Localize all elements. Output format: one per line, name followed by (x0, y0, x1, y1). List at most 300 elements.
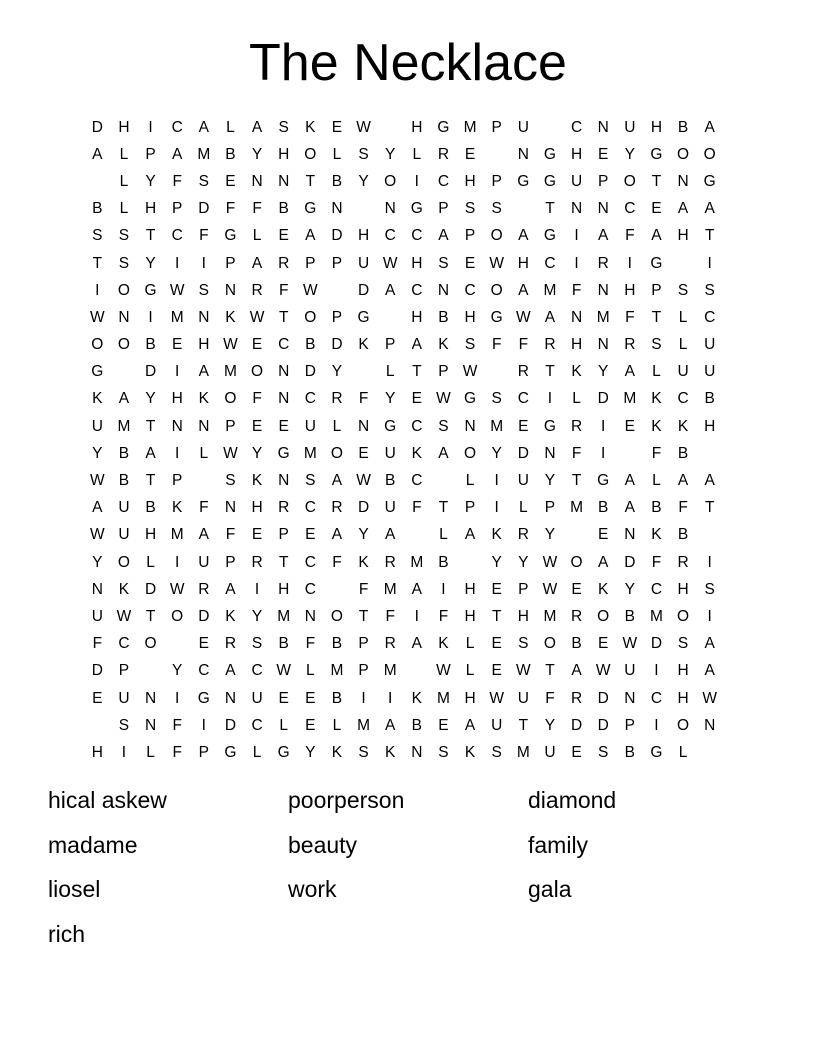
grid-letter: D (198, 200, 210, 218)
grid-letter: N (357, 417, 370, 435)
grid-letter: C (304, 553, 316, 571)
grid-letter: P (278, 526, 289, 544)
grid-row (84, 495, 723, 522)
grid-letter: N (278, 172, 290, 190)
grid-letter: U (491, 716, 503, 734)
grid-letter: D (91, 662, 103, 680)
grid-letter: I (654, 662, 659, 680)
grid-letter: T (518, 716, 529, 734)
grid-letter: M (649, 607, 663, 625)
grid-row (84, 386, 723, 413)
grid-row (84, 304, 723, 331)
grid-letter: O (251, 363, 264, 381)
grid-letter: G (543, 172, 556, 190)
grid-letter: C (677, 390, 689, 408)
grid-letter: G (543, 417, 556, 435)
grid-letter: I (627, 254, 632, 272)
grid-letter (84, 717, 111, 735)
grid-letter: B (571, 635, 582, 653)
grid-letter: I (547, 390, 553, 408)
grid-letter: A (464, 526, 476, 544)
grid-letter: G (543, 227, 556, 245)
grid-letter: L (465, 635, 475, 653)
grid-letter: M (170, 308, 184, 326)
grid-letter: R (331, 390, 343, 408)
grid-letter: A (331, 526, 343, 544)
grid-letter: A (145, 444, 156, 462)
grid-letter: N (278, 363, 290, 381)
grid-letter: M (463, 118, 477, 136)
grid-letter: Y (385, 145, 396, 163)
grid-letter: B (145, 336, 156, 354)
grid-letter: E (571, 743, 582, 761)
grid-letter: Y (251, 444, 263, 462)
grid-letter: U (118, 689, 130, 707)
grid-letter: N (464, 417, 476, 435)
grid-letter (377, 309, 404, 327)
grid-letter: O (384, 172, 397, 190)
grid-letter: I (201, 254, 206, 272)
grid-letter: T (145, 607, 156, 625)
grid-letter: P (225, 254, 236, 272)
grid-letter: I (254, 580, 260, 598)
grid-row (84, 576, 723, 603)
grid-letter: K (92, 390, 103, 408)
grid-letter: S (491, 743, 502, 761)
grid-letter: A (571, 662, 582, 680)
word-list-item: beauty (288, 831, 358, 858)
grid-letter: K (411, 689, 422, 707)
grid-letter: R (570, 689, 583, 707)
grid-letter: K (358, 553, 369, 571)
grid-letter: T (145, 472, 156, 490)
grid-letter: O (677, 607, 690, 625)
grid-letter: S (491, 200, 502, 218)
grid-letter: A (251, 118, 263, 136)
grid-letter: H (411, 254, 423, 272)
grid-letter: F (571, 281, 582, 299)
grid-letter: U (357, 254, 370, 272)
grid-letter: K (438, 635, 449, 653)
grid-letter (670, 255, 697, 273)
grid-letter: W (169, 281, 185, 299)
grid-row (84, 712, 723, 739)
grid-letter: K (225, 308, 236, 326)
grid-row (84, 467, 723, 494)
grid-letter: M (410, 553, 424, 571)
grid-letter: I (601, 417, 606, 435)
grid-letter: U (677, 363, 689, 381)
grid-letter: T (545, 200, 555, 218)
grid-letter: N (91, 580, 103, 598)
grid-letter: K (411, 444, 422, 462)
grid-letter: B (385, 472, 396, 490)
grid-letter: S (118, 254, 130, 272)
grid-letter: Y (544, 716, 556, 734)
grid-letter: L (678, 336, 688, 354)
grid-letter: E (198, 635, 209, 653)
grid-letter: T (278, 553, 289, 571)
grid-letter: K (438, 336, 449, 354)
grid-letter: G (703, 172, 716, 190)
grid-letter: E (251, 417, 263, 435)
grid-letter: Y (491, 444, 502, 462)
grid-letter: Y (544, 526, 556, 544)
grid-letter: Y (385, 390, 396, 408)
grid-letter: I (148, 118, 153, 136)
grid-letter (404, 526, 431, 544)
grid-letter: R (278, 499, 290, 517)
grid-letter: I (494, 472, 499, 490)
grid-letter: A (331, 472, 343, 490)
grid-letter: B (331, 689, 343, 707)
grid-letter: Y (358, 172, 369, 190)
grid-letter: F (518, 336, 529, 354)
grid-letter: K (118, 580, 130, 598)
grid-letter: G (650, 743, 663, 761)
grid-letter: A (704, 662, 715, 680)
grid-letter: T (545, 662, 555, 680)
word-list-item: hical askew (48, 787, 167, 813)
grid-letter: S (118, 227, 130, 245)
grid-letter: A (225, 580, 236, 598)
grid-letter: T (145, 227, 156, 245)
grid-letter: G (437, 118, 450, 136)
grid-letter: D (91, 118, 103, 136)
grid-letter: T (358, 607, 369, 625)
grid-letter: F (438, 607, 449, 625)
grid-letter: G (543, 145, 556, 163)
grid-letter: U (91, 417, 103, 435)
grid-letter: U (704, 363, 716, 381)
word-list-item: rich (48, 920, 86, 947)
grid-letter (617, 445, 644, 463)
grid-letter: G (277, 743, 290, 761)
grid-letter: H (570, 145, 583, 163)
grid-letter: L (519, 499, 528, 517)
grid-letter: N (224, 281, 237, 299)
grid-letter: F (225, 526, 236, 544)
grid-letter: F (491, 336, 502, 354)
grid-letter: H (517, 607, 529, 625)
grid-letter: B (118, 472, 130, 490)
grid-letter: T (412, 363, 422, 381)
grid-letter: U (624, 662, 636, 680)
grid-letter: M (383, 580, 397, 598)
grid-letter: U (624, 118, 636, 136)
grid-letter: Y (624, 145, 635, 163)
grid-letter: E (464, 254, 476, 272)
grid-letter: G (224, 743, 237, 761)
grid-letter: H (704, 417, 716, 435)
grid-letter: E (491, 580, 502, 598)
grid-letter: A (438, 227, 449, 245)
grid-letter: A (385, 716, 396, 734)
grid-letter: S (438, 254, 449, 272)
grid-letter: P (225, 553, 236, 571)
grid-letter: R (624, 336, 636, 354)
grid-letter: L (199, 444, 209, 462)
grid-letter: S (358, 145, 369, 163)
grid-letter: E (598, 635, 609, 653)
grid-letter: O (224, 390, 237, 408)
grid-letter: S (491, 390, 502, 408)
grid-letter: B (651, 499, 662, 517)
grid-row (84, 277, 723, 304)
grid-letter: N (224, 499, 237, 517)
grid-letter: A (651, 227, 662, 245)
grid-letter: N (171, 417, 183, 435)
grid-letter: I (494, 499, 499, 517)
grid-letter: N (251, 172, 263, 190)
grid-letter: W (223, 444, 238, 462)
grid-letter: N (437, 281, 450, 299)
grid-letter: K (225, 607, 236, 625)
grid-letter: W (302, 281, 318, 299)
grid-letter: U (517, 472, 529, 490)
grid-letter: O (171, 607, 184, 625)
grid-letter: G (357, 308, 370, 326)
grid-letter: D (144, 363, 157, 381)
grid-letter: P (651, 281, 662, 299)
grid-letter: W (542, 580, 558, 598)
grid-row (84, 658, 723, 685)
grid-letter: D (597, 716, 609, 734)
grid-letter: P (518, 580, 529, 598)
grid-letter: E (278, 689, 289, 707)
grid-letter: C (251, 662, 263, 680)
grid-row (84, 549, 723, 576)
grid-letter: P (438, 363, 449, 381)
grid-letter: K (251, 472, 263, 490)
grid-letter: B (118, 444, 130, 462)
grid-letter: N (704, 716, 716, 734)
grid-letter: Y (145, 254, 156, 272)
grid-letter: H (464, 607, 476, 625)
grid-letter: N (544, 444, 556, 462)
grid-letter: I (361, 689, 366, 707)
grid-letter: Y (251, 145, 263, 163)
word-list-item: liosel (48, 876, 101, 902)
grid-letter: C (704, 308, 716, 326)
grid-letter: W (595, 662, 611, 680)
grid-letter: H (464, 580, 476, 598)
grid-letter: P (598, 172, 609, 190)
grid-letter: A (624, 499, 635, 517)
grid-letter: C (517, 390, 529, 408)
grid-letter: Y (145, 172, 156, 190)
grid-letter: R (384, 553, 396, 571)
grid-letter: A (385, 281, 396, 299)
grid-letter: F (358, 390, 369, 408)
grid-letter: L (119, 172, 129, 190)
grid-letter: T (92, 254, 103, 272)
grid-letter: N (624, 689, 636, 707)
grid-letter: K (358, 336, 369, 354)
grid-letter: M (357, 716, 371, 734)
grid-letter: M (543, 281, 557, 299)
grid-letter: F (678, 499, 688, 517)
grid-letter: C (411, 417, 423, 435)
grid-letter: O (304, 145, 317, 163)
grid-letter: W (436, 390, 451, 408)
grid-letter: N (597, 118, 609, 136)
grid-letter: G (197, 689, 210, 707)
grid-letter (457, 554, 484, 572)
grid-letter: A (251, 254, 263, 272)
grid-letter: I (707, 553, 712, 571)
grid-letter: A (518, 227, 529, 245)
grid-letter: W (515, 308, 531, 326)
grid-letter: W (382, 254, 398, 272)
grid-letter: K (331, 743, 343, 761)
grid-letter: R (251, 281, 263, 299)
grid-letter: I (441, 580, 446, 598)
grid-letter: T (571, 472, 582, 490)
grid-letter: R (224, 635, 237, 653)
grid-letter: S (677, 281, 689, 299)
word-list-item: gala (528, 876, 572, 902)
grid-letter: O (464, 444, 477, 462)
grid-letter: U (384, 499, 396, 517)
grid-letter: M (170, 526, 184, 544)
grid-letter: A (518, 281, 529, 299)
grid-letter: G (91, 363, 104, 381)
grid-letter: P (464, 499, 476, 517)
grid-row (84, 603, 723, 630)
grid-letter: E (305, 526, 316, 544)
grid-letter: U (118, 526, 130, 544)
grid-letter: T (704, 499, 715, 517)
grid-letter: P (145, 145, 156, 163)
grid-letter: M (596, 308, 610, 326)
grid-letter: A (411, 580, 422, 598)
grid-letter: A (198, 118, 209, 136)
grid-row (84, 359, 723, 386)
grid-letter: I (388, 689, 393, 707)
grid-letter: R (331, 499, 343, 517)
grid-letter: T (305, 172, 316, 190)
grid-letter (537, 119, 564, 137)
grid-letter: H (357, 227, 370, 245)
grid-letter: M (303, 444, 317, 462)
grid-letter: S (358, 743, 369, 761)
grid-letter: H (278, 145, 290, 163)
grid-letter: H (411, 118, 423, 136)
grid-letter: E (464, 145, 476, 163)
grid-letter: U (704, 336, 716, 354)
grid-letter: H (118, 118, 130, 136)
grid-letter: F (199, 499, 209, 517)
grid-letter: S (92, 227, 103, 245)
grid-letter: Y (92, 553, 103, 571)
grid-letter: S (464, 200, 476, 218)
grid-letter: K (491, 526, 502, 544)
grid-letter: S (438, 417, 449, 435)
grid-letter: A (172, 145, 183, 163)
grid-letter: H (464, 172, 476, 190)
grid-letter: A (198, 363, 209, 381)
grid-letter: M (490, 417, 504, 435)
grid-letter: S (278, 118, 289, 136)
grid-letter: E (571, 580, 582, 598)
grid-letter: P (358, 635, 369, 653)
grid-letter: B (624, 607, 635, 625)
grid-letter: N (570, 200, 583, 218)
grid-letter: F (252, 200, 262, 218)
grid-letter: Y (305, 743, 316, 761)
grid-letter: D (357, 281, 370, 299)
grid-letter: E (305, 689, 316, 707)
grid-letter: W (223, 336, 238, 354)
grid-letter: N (278, 472, 290, 490)
grid-letter: O (677, 716, 690, 734)
grid-row (84, 332, 723, 359)
grid-letter: F (545, 689, 555, 707)
grid-letter: E (251, 336, 263, 354)
grid-letter: E (305, 716, 316, 734)
grid-letter: P (624, 716, 635, 734)
grid-letter: C (384, 227, 396, 245)
grid-row (84, 739, 723, 766)
grid-letter: Y (145, 390, 156, 408)
grid-letter: R (597, 254, 609, 272)
grid-letter: I (175, 444, 180, 462)
grid-letter: O (490, 281, 503, 299)
grid-letter: N (384, 200, 396, 218)
word-list-item: work (288, 876, 337, 902)
word-list-item: poorperson (288, 787, 405, 813)
grid-letter: N (331, 200, 343, 218)
grid-letter: I (574, 227, 579, 245)
grid-letter: H (144, 526, 157, 544)
grid-letter: A (704, 200, 715, 218)
grid-letter: S (704, 580, 715, 598)
grid-letter: K (385, 743, 396, 761)
grid-letter: B (225, 145, 236, 163)
grid-letter (350, 200, 377, 218)
grid-letter: N (677, 172, 689, 190)
grid-letter: M (223, 363, 237, 381)
grid-letter: T (651, 308, 662, 326)
grid-letter: M (117, 417, 131, 435)
grid-letter: W (89, 472, 105, 490)
grid-letter: T (438, 499, 449, 517)
grid-letter: W (515, 662, 531, 680)
grid-letter: T (545, 363, 555, 381)
grid-letter: A (198, 526, 209, 544)
grid-letter: E (411, 390, 422, 408)
grid-letter: L (332, 417, 342, 435)
grid-letter: H (278, 580, 290, 598)
grid-letter: L (252, 227, 262, 245)
grid-letter: F (172, 716, 182, 734)
grid-row (84, 413, 723, 440)
grid-letter: G (144, 281, 157, 299)
grid-row (84, 141, 723, 168)
grid-letter: O (677, 145, 690, 163)
grid-letter: L (146, 743, 155, 761)
grid-letter: S (118, 716, 130, 734)
grid-letter: A (624, 363, 635, 381)
grid-letter: R (384, 635, 396, 653)
grid-letter: P (464, 227, 476, 245)
grid-letter: P (225, 417, 236, 435)
grid-letter: F (225, 200, 236, 218)
grid-letter: W (249, 308, 265, 326)
grid-letter: Y (624, 580, 635, 598)
grid-letter: E (92, 689, 103, 707)
